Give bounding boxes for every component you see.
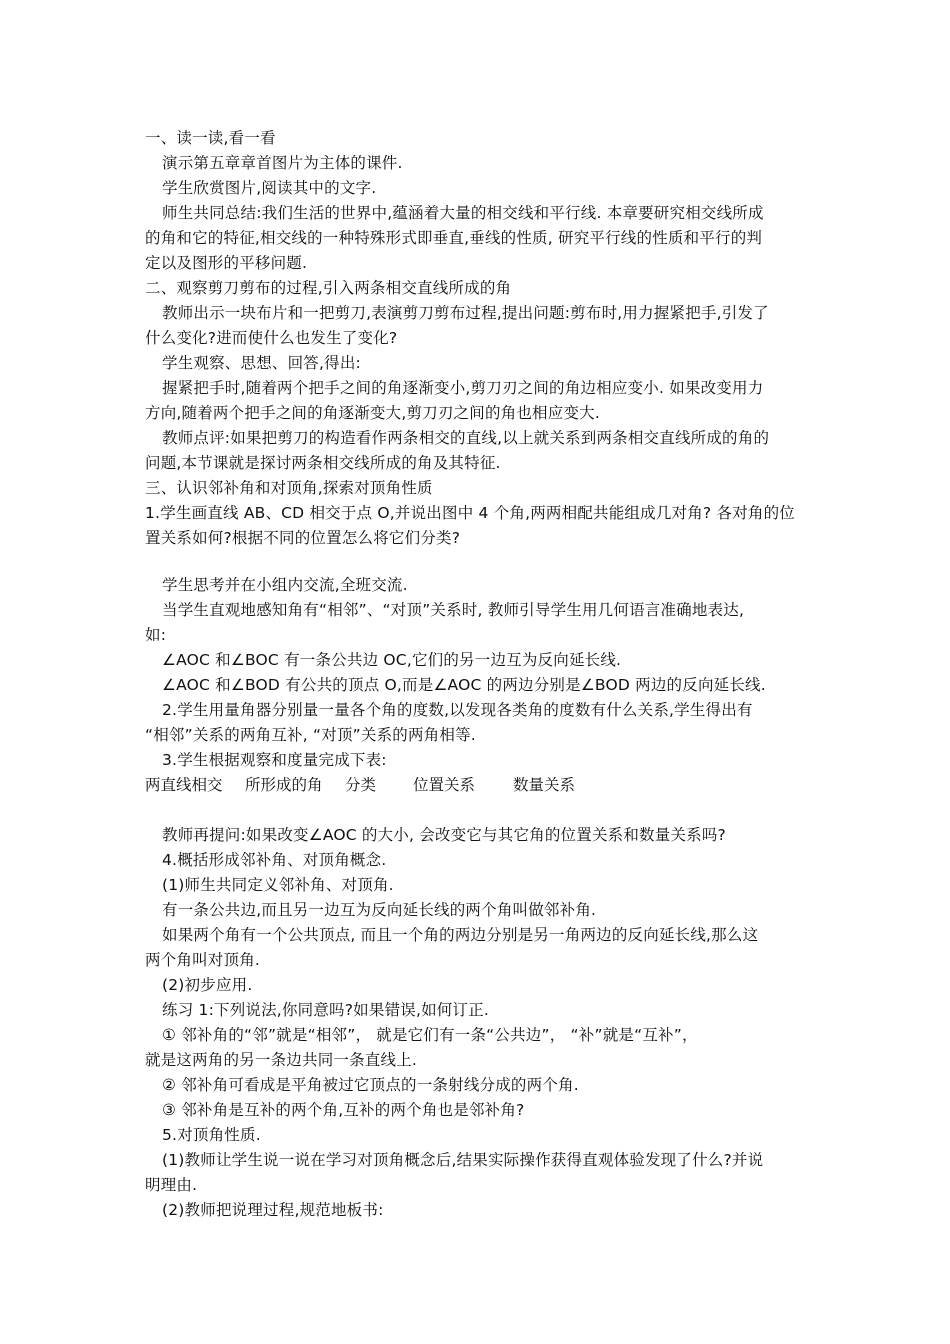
table-header-cell: 所形成的角 (245, 776, 323, 794)
paragraph-line: 学生思考并在小组内交流,全班交流. (162, 576, 408, 594)
section-heading-3: 三、认识邻补角和对顶角,探索对顶角性质 (145, 479, 433, 497)
table-header-cell: 数量关系 (513, 776, 576, 794)
paragraph-line: 5.对顶角性质. (162, 1126, 261, 1144)
paragraph-line: (2)初步应用. (162, 976, 253, 994)
paragraph-line: 的角和它的特征,相交线的一种特殊形式即垂直,垂线的性质, 研究平行线的性质和平行的判 (145, 229, 763, 247)
paragraph-line: 1.学生画直线 AB、CD 相交于点 O,并说出图中 4 个角,两两相配共能组成几对角? 各对角的位 (145, 504, 795, 522)
table-header-cell: 分类 (345, 776, 377, 794)
list-item: ③ 邻补角是互补的两个角,互补的两个角也是邻补角? (162, 1101, 525, 1119)
paragraph-line: 方向,随着两个把手之间的角逐渐变大,剪刀刃之间的角也相应变大. (145, 404, 600, 422)
paragraph-line: 教师点评:如果把剪刀的构造看作两条相交的直线,以上就关系到两条相交直线所成的角的 (162, 429, 770, 447)
paragraph-line: 如: (145, 626, 167, 644)
paragraph-line: 3.学生根据观察和度量完成下表: (162, 751, 387, 769)
paragraph-line: 就是这两角的另一条边共同一条直线上. (145, 1051, 418, 1069)
paragraph-line: 演示第五章章首图片为主体的课件. (162, 154, 403, 172)
section-heading-1: 一、读一读,看一看 (145, 129, 276, 147)
paragraph-line: 明理由. (145, 1176, 198, 1194)
paragraph-line: 置关系如何?根据不同的位置怎么将它们分类? (145, 529, 461, 547)
paragraph-line: ∠AOC 和∠BOD 有公共的顶点 O,而是∠AOC 的两边分别是∠BOD 两边的反向延长线. (162, 676, 766, 694)
paragraph-line: 练习 1:下列说法,你同意吗?如果错误,如何订正. (162, 1001, 490, 1019)
list-item: ② 邻补角可看成是平角被过它顶点的一条射线分成的两个角. (162, 1076, 579, 1094)
table-header-cell: 位置关系 (413, 776, 476, 794)
paragraph-line: 学生欣赏图片,阅读其中的文字. (162, 179, 377, 197)
paragraph-line: 有一条公共边,而且另一边互为反向延长线的两个角叫做邻补角. (162, 901, 597, 919)
paragraph-line: 2.学生用量角器分别量一量各个角的度数,以发现各类角的度数有什么关系,学生得出有 (162, 701, 753, 719)
paragraph-line: 教师再提问:如果改变∠AOC 的大小, 会改变它与其它角的位置关系和数量关系吗? (162, 826, 726, 844)
paragraph-line: 什么变化?进而使什么也发生了变化? (145, 329, 398, 347)
paragraph-line: 教师出示一块布片和一把剪刀,表演剪刀剪布过程,提出问题:剪布时,用力握紧把手,引发了 (162, 304, 769, 322)
paragraph-line: 如果两个角有一个公共顶点, 而且一个角的两边分别是另一角两边的反向延长线,那么这 (162, 926, 759, 944)
paragraph-line: 当学生直观地感知角有“相邻”、“对顶”关系时, 教师引导学生用几何语言准确地表达, (162, 601, 745, 619)
paragraph-line: “相邻”关系的两角互补, “对顶”关系的两角相等. (145, 726, 476, 744)
paragraph-line: 定以及图形的平移问题. (145, 254, 308, 272)
section-heading-2: 二、观察剪刀剪布的过程,引入两条相交直线所成的角 (145, 279, 512, 297)
table-header-cell: 两直线相交 (145, 776, 223, 794)
list-item: ① 邻补角的“邻”就是“相邻”， 就是它们有一条“公共边”， “补”就是“互补”， (162, 1026, 698, 1044)
paragraph-line: (1)教师让学生说一说在学习对顶角概念后,结果实际操作获得直观体验发现了什么?并说 (162, 1151, 764, 1169)
paragraph-line: 4.概括形成邻补角、对顶角概念. (162, 851, 387, 869)
paragraph-line: 握紧把手时,随着两个把手之间的角逐渐变小,剪刀刃之间的角边相应变小. 如果改变用力 (162, 379, 764, 397)
paragraph-line: ∠AOC 和∠BOC 有一条公共边 OC,它们的另一边互为反向延长线. (162, 651, 622, 669)
paragraph-line: 问题,本节课就是探讨两条相交线所成的角及其特征. (145, 454, 501, 472)
paragraph-line: (2)教师把说理过程,规范地板书: (162, 1201, 384, 1219)
paragraph-line: (1)师生共同定义邻补角、对顶角. (162, 876, 394, 894)
paragraph-line: 两个角叫对顶角. (145, 951, 261, 969)
paragraph-line: 学生观察、思想、回答,得出: (162, 354, 361, 372)
paragraph-line: 师生共同总结:我们生活的世界中,蕴涵着大量的相交线和平行线. 本章要研究相交线所成 (162, 204, 764, 222)
